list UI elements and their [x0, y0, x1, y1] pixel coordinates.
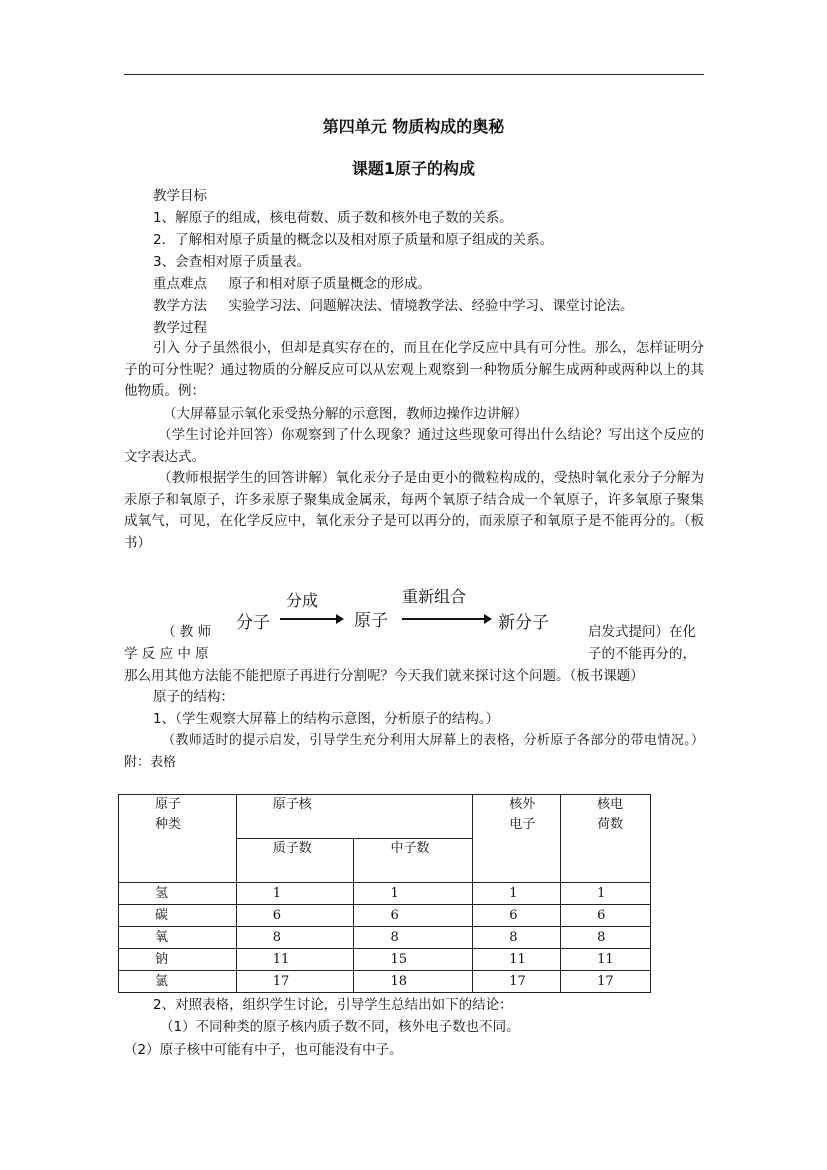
structure-heading: 原子的结构： — [153, 689, 234, 705]
wrap-left-1: （ 教 师 — [162, 624, 212, 640]
unit-title: 第四单元 物质构成的奥秘 — [322, 117, 505, 136]
wrap-left-2: 学 反 应 中 原 — [124, 646, 209, 662]
table-row: 氯 17 18 17 17 — [119, 971, 651, 993]
diagram-recombine-label: 重新组合 — [402, 587, 467, 606]
header-neutrons: 中子数 — [354, 839, 473, 883]
intro-paragraph: 引入 分子虽然很小，但却是真实存在的，而且在化学反应中具有可分性。那么，怎样证明分子的可分性呢？通过物质的分解反应可以从宏观上观察到一种物质分解生成两种或两种以上的其他物质。例： — [124, 340, 704, 399]
step-1-note: （教师适时的提示启发，引导学生充分利用大屏幕上的表格，分析原子各部分的带电情况。）附：表格 — [124, 733, 704, 770]
table-row: 氢 1 1 1 1 — [119, 883, 651, 905]
diagram-split-label: 分成 — [286, 591, 319, 610]
arrow-split-icon — [280, 618, 342, 620]
arrow-recombine-icon — [402, 618, 490, 620]
discussion-paragraph: （学生讨论并回答）你观察到了什么现象？通过这些现象可得出什么结论？写出这个反应的文字表达式。 — [124, 427, 704, 465]
goal-2: 2．了解相对原子质量的概念以及相对原子质量和原子组成的关系。 — [153, 232, 554, 248]
header-electrons: 核外 电子 — [473, 795, 561, 883]
step-2: 2、对照表格，组织学生讨论，引导学生总结出如下的结论： — [153, 997, 513, 1013]
step-1: 1、（学生观察大屏幕上的结构示意图，分析原子的结构。） — [153, 711, 500, 727]
header-protons: 质子数 — [236, 839, 354, 883]
diagram-molecule: 分子 — [236, 613, 270, 633]
goal-3: 3、会查相对原子质量表。 — [153, 254, 311, 270]
key-points: 重点难点 原子和相对原子质量概念的形成。 — [153, 276, 431, 292]
goal-1: 1、解原子的组成，核电荷数、质子数和核外电子数的关系。 — [153, 210, 513, 226]
wrap-right-1: 启发式提问）在化 — [588, 624, 696, 640]
header-atom-type: 原子 种类 — [119, 795, 237, 883]
screen-note: （大屏幕显示氧化汞受热分解的示意图，教师边操作边讲解） — [163, 406, 528, 422]
header-nucleus: 原子核 — [236, 795, 473, 839]
process-heading: 教学过程 — [153, 320, 207, 336]
conclusion-1: （1）不同种类的原子核内质子数不同，核外电子数也不同。 — [160, 1019, 520, 1035]
goals-heading: 教学目标 — [153, 188, 207, 204]
diagram-new-molecule: 新分子 — [498, 613, 549, 633]
teaching-methods: 教学方法 实验学习法、问题解决法、情境教学法、经验中学习、课堂讨论法。 — [153, 298, 634, 314]
table-row: 碳 6 6 6 6 — [119, 905, 651, 927]
diagram-atom: 原子 — [354, 611, 388, 631]
table-row: 氧 8 8 8 8 — [119, 927, 651, 949]
wrap-line-3: 那么用其他方法能不能把原子再进行分割呢？今天我们就来探讨这个问题。（板书课题） — [124, 668, 644, 684]
explanation-paragraph: （教师根据学生的回答讲解）氧化汞分子是由更小的微粒构成的，受热时氧化汞分子分解为汞原子和氧原子，许多汞原子聚集成金属汞，每两个氧原子结合成一个氧原子，许多氧原子聚集成氧气，可见，在化学反应中，氧化汞分子是可以再分的，而汞原子和氧原子是不能再分的。（板书） — [124, 470, 704, 551]
atom-structure-table — [118, 794, 651, 993]
table-row: 钠 11 15 11 11 — [119, 949, 651, 971]
lesson-title: 课题1原子的构成 — [351, 159, 476, 178]
header-nuclear-charge: 核电 荷数 — [561, 795, 651, 883]
conclusion-2: （2）原子核中可能有中子，也可能没有中子。 — [124, 1042, 403, 1058]
molecule-atom-diagram — [236, 588, 566, 634]
wrap-right-2: 子的不能再分的， — [588, 646, 696, 662]
header-rule — [124, 74, 704, 75]
